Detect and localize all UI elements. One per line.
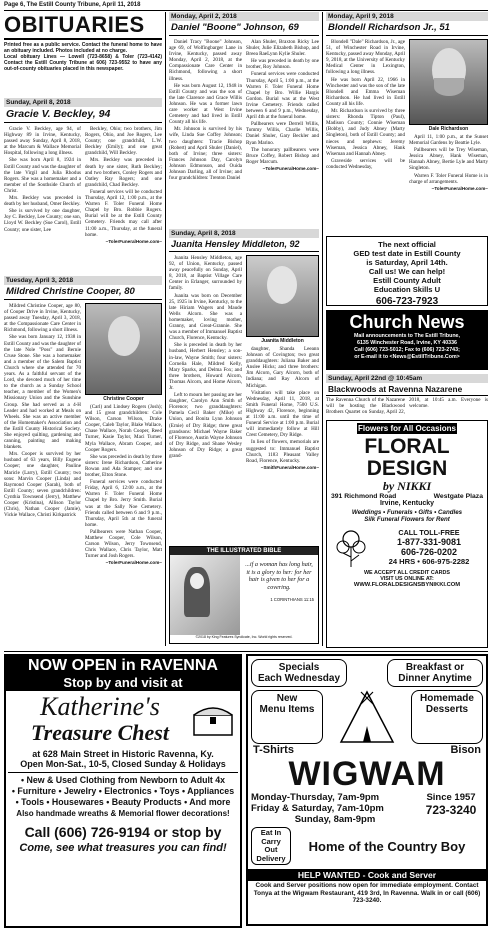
- obit-richardson: [326, 12, 488, 234]
- obit-johnson: [169, 12, 319, 227]
- teepee-icon: [335, 690, 399, 744]
- obit-column: [169, 39, 242, 182]
- floral-tollfree-label: CALL TOLL-FREE: [398, 528, 460, 537]
- wigwam-home: Home of the Country Boy: [308, 838, 466, 854]
- portrait-face-shape: [267, 266, 297, 304]
- wigwam-desserts: [411, 690, 483, 744]
- obit-paragraph: Juanita Hensley Middleton, age 92, of Union, Kentucky, passed away peacefully on Sunday, April 8, 2018, at Baptist Village Care Center in Erlanger, surrounded by family.: [169, 255, 242, 292]
- wigwam-bison: Bison: [450, 744, 481, 756]
- church-news-line: 6135 Winchester Road, Irvine, KY 40336: [357, 340, 457, 346]
- obit-paragraph: Daniel Tracy "Boone" Johnson, age 69, of Wolfingbarger Lane in Irvine, Kentucky, passed away Monday, April 2, 2018, at the Compassionate Care Center in Richmond, following a short illness.: [169, 39, 242, 82]
- obit-paragraph: Left to mourn her passing are her daughter, Carolyn Ann Smith of Florence; two granddaughters: Pamela Cecil Baker (Mike) of Union, and Bonita Lynn Johnson (Ernie) of Dry Ridge; three great grandsons: Michael Wayne Baker of Florence, Austin Wayne Johnson of Dry Ridge, and Shane Wesley Johnson of Dry Ridge; a great grand-: [169, 392, 242, 459]
- obit-paragraph: Pallbearers were Nathan Cooper, Matthew Cooper, Cole Wilson, Carson Wilson, Jerry Townsend, Chris Wallace, Chris Taylor, Matt Turner and Josh Rogers.: [85, 528, 162, 560]
- obit-photo: [409, 39, 488, 125]
- floral-tollfree: 1-877-331-9081: [396, 537, 462, 547]
- obit-column: [169, 255, 242, 471]
- obit-signature: ~SmithFuneralHome.com~: [260, 464, 319, 470]
- church-news-title: Church News: [349, 312, 465, 332]
- obit-paragraph: She is survived by one daughter, Joy C. Beckley, Lee County; one son, Lloyd W. Beckley (Sue Carol), Estill County; one sister, Lee: [4, 208, 81, 233]
- obit-paragraph: Mrs. Beckley was preceded in death by her husband, Omer Beckley.: [4, 195, 81, 208]
- church-news-line: or E-mail it to <News@EstillTribune.Com>: [354, 354, 460, 360]
- obit-paragraph: daughter, Shanda Leeann Johnson of Covington; two great granddaughters: Juliana Baker and Anslee Hicks; and three brothers: Jim Alcorn, Gary Alcorn, both of Indiana; and Ray Alcorn of Michigan.: [246, 346, 319, 389]
- church-item-title: Blackwoods at Ravenna Nazarene: [326, 383, 488, 396]
- obituaries-contacts: Local obituary Lines — Lowell (723-8658) & Toler (723-4142) Contact the Estill County Tribune at 606) 723-9552 to have any out-of-county obituaries placed in this newspaper.: [4, 54, 162, 73]
- church-item-date: Sunday, April 22nd @ 10:45am: [326, 374, 488, 383]
- katherine-address: at 628 Main Street in Historic Ravenna, Ky.: [32, 749, 214, 759]
- obit-cooper: [4, 276, 162, 646]
- wigwam-hours: Sunday, 8am-9pm: [294, 814, 376, 825]
- floral-address-left: 391 Richmond Road: [331, 493, 397, 500]
- obit-paragraph: She was born April 8, 1924 in Estill County and was the daughter of the late Virgil and Julia Rhodus Rogers. She was a homemaker and a member of the Southside Church of Christ.: [4, 157, 81, 194]
- obit-paragraph: Gracie V. Beckley, age 94, of Highway 89 in Irvine, Kentucky, passed away Sunday, April 8, 2018, at the Marcum & Wallace Memorial Hospital, following a long illness.: [4, 126, 81, 157]
- obit-date: Sunday, April 8, 2018: [4, 98, 162, 107]
- obit-paragraph: (Carl) and Lindsey Rogers (Josh); and 15 great grandchildren: Cole Wilson, Carson Wilson, Drake Cooper, Caleb Taylor, Blake Wallace, Chase Wallace, Norah Cooper, Reed Turner, Kasie Taylor, Maci Turner, Myla Wallace, Abram Cooper, and Cooper Rogers.: [85, 404, 162, 453]
- obit-paragraph: April 11, 1:00 p.m., at the Sunset Memorial Gardens by Beattie Lyle.: [409, 134, 488, 147]
- obit-paragraph: She was preceded in death by three sisters: Irene Richardson, Catherine Rowan and Ada Stamper; and one brother, Elton Stone.: [85, 453, 162, 479]
- wigwam-eat-line: Delivery: [256, 853, 286, 863]
- obit-signature: ~TolerFuneralHome.com~: [431, 185, 488, 191]
- wigwam-menu-line: Menu Items: [259, 704, 315, 715]
- wigwam-name: WIGWAM: [288, 755, 446, 793]
- obit-column: [85, 303, 162, 566]
- obit-date: Monday, April 9, 2018: [326, 12, 488, 21]
- treasure-chest-ad: [4, 654, 242, 928]
- floral-services: Weddings • Funerals • Gifts • Candles: [351, 509, 463, 516]
- obit-paragraph: Pallbearers were Derrell Willis, Tommy Willis, Charlie Willis, Daniel Shuler, Gary Beckler and Ryan Marino.: [246, 121, 319, 146]
- ged-line: GED test date in Estill County: [353, 249, 461, 258]
- ged-line: Education Skills U: [373, 285, 441, 294]
- photo-caption: Christine Cooper: [103, 396, 144, 402]
- church-news-line: Mail announcements to The Estill Tribune,: [354, 333, 460, 339]
- floral-cards: WE ACCEPT ALL CREDIT CARDS: [363, 570, 451, 576]
- wigwam-eat-in: [251, 827, 291, 865]
- obit-name: Daniel "Boone" Johnson, 69: [169, 21, 319, 36]
- wigwam-desserts-line: Homemade: [420, 693, 474, 704]
- katherine-item: • Tools • Housewares • Beauty Products • And more: [15, 797, 231, 807]
- obit-paragraph: Funeral services will be conducted Thursday, April 12, 1:00 p.m., at the Warren F. Toler Funeral Home Chapel by Bro. Robbie Rogers. Burial will be at the Estill County Cemetery. Friends may call after 11:00 a.m., Thursday, at the funeral home.: [85, 188, 162, 238]
- bible-reference: 1 CORINTHIANS 11:15: [270, 597, 314, 602]
- floral-address-right: Westgate Plaza: [433, 493, 483, 500]
- wigwam-hours: Monday-Thursday, 7am-9pm: [251, 792, 380, 803]
- wigwam-specials-line: Specials: [278, 662, 320, 673]
- obit-name: Mildred Christine Cooper, 80: [4, 285, 162, 300]
- obit-column: [409, 39, 488, 192]
- column-divider: [165, 12, 166, 646]
- wigwam-tshirts: T-Shirts: [253, 744, 294, 756]
- obituaries-banner: OBITUARIES: [4, 12, 162, 40]
- wigwam-help-body: Cook and Server positions now open for immediate employment. Contact Tonya at the Wigwam Restaurant, 419 3rd, In Ravenna. Walk in or call (606) 723-3240.: [253, 882, 481, 905]
- ged-phone: 606-723-7923: [375, 296, 439, 307]
- floral-city: Irvine, Kentucky: [379, 500, 435, 507]
- obit-paragraph: He was preceded in death by one brother, Roy Johnson.: [246, 58, 319, 71]
- portrait-face-shape: [108, 316, 140, 356]
- wigwam-specials: [251, 659, 347, 687]
- obit-paragraph: Funeral services were conducted Friday, April 6, 12:00 a.m., at the Warren F. Toler Funeral Home Chapel by Bro. Jerry Smith. Burial was at the Sally Noe Cemetery. Friends called between 6 and 9 p.m., Thursday, April 5th at the funeral home.: [85, 479, 162, 528]
- floral-visit: VISIT US ONLINE AT:: [380, 576, 434, 582]
- photo-caption: Dale Richardson: [428, 126, 469, 132]
- church-news-box: [326, 310, 488, 370]
- portrait-beard-shape: [434, 78, 464, 96]
- flower-icon: [331, 525, 371, 569]
- obit-column: [246, 39, 319, 182]
- church-item: [326, 374, 488, 418]
- obit-column: [4, 303, 81, 566]
- obit-paragraph: Mrs. Beckley was preceded in death by one sister, Ruth Beckley; and two brothers, Conley Rogers and Oatley Ray Rogers; and one grandchild, Chad Beckley.: [85, 157, 162, 188]
- obit-column: [4, 126, 81, 245]
- katherine-top: NOW OPEN in RAVENNA: [6, 656, 240, 675]
- obit-paragraph: Blondell "Dale" Richardson, Jr., age 51, of Winchester Road in Irvine, Kentucky, passed away Monday, April 9, 2018, at the University of Kentucky Medical Center in Lexington, following a long illness.: [326, 39, 405, 76]
- wigwam-specials-line: Each Wednesday: [257, 673, 341, 684]
- obit-name: Gracie V. Beckley, 94: [4, 107, 162, 123]
- ged-line: is Saturday, April 14th.: [366, 258, 448, 267]
- wigwam-ad: [246, 654, 488, 926]
- katherine-item: • Furniture • Jewelry • Electronics • Toys • Appliances: [11, 786, 235, 796]
- obit-paragraph: Mildred Christine Cooper, age 80, of Cooper Drive in Irvine, Kentucky, passed away Tuesday, April 3, 2018, at the Compassionate Care Center in Richmond, following a short illness.: [4, 303, 81, 334]
- obituaries-header: [4, 12, 162, 95]
- katherine-top2: Stop by and visit at: [6, 675, 240, 691]
- obit-date: Sunday, April 8, 2018: [169, 229, 319, 238]
- bible-banner: THE ILLUSTRATED BIBLE: [170, 547, 318, 555]
- floral-phone: 606-726-0202: [400, 547, 458, 557]
- obit-beckley: [4, 98, 162, 274]
- wigwam-menu: [251, 690, 323, 744]
- obit-photo: [85, 303, 162, 395]
- bible-illustration: [170, 555, 240, 635]
- obit-name: Blondell Richardson Jr., 51: [326, 21, 488, 36]
- obit-paragraph: Graveside services will be conducted Wednesday,: [326, 157, 405, 170]
- obit-signature: ~TolerFuneralHome.com~: [105, 560, 162, 566]
- wigwam-phone: 723-3240: [425, 803, 477, 817]
- obit-paragraph: She is preceded in death by her husband, Herbert Hensley; a son-in-law, Wayne Smith; four sisters: Cornelia Hale, Mildred Kelly, Mary Sparks, and Delma Fox; and three brothers, Howard Alcorn, Thomas Alcorn, and Home Alcorn, Jr.: [169, 342, 242, 391]
- obit-paragraph: Visitation will take place on Wednesday, April 11, 2018, at Smith Funeral Home, 7500 U.S. Highway 42, Florence, beginning at 11:00 a.m. until the time of Funeral Service at 1:00 p.m. Burial will immediately follow at Hill Crest Cemetery, Dry Ridge.: [246, 389, 319, 439]
- wigwam-eat-line: Carry Out: [261, 836, 281, 854]
- obit-column: [85, 126, 162, 245]
- ged-line: Estill County Adult: [373, 276, 441, 285]
- wigwam-help-title: HELP WANTED - Cook and Server: [248, 869, 486, 881]
- obit-paragraph: Mr. Richardson is survived by three sisters: Rhonda Tipton (Paul), Madison County; Connie Wiseman (Bobby), and Judy Abney (Marty Singleton), both of Estill County; and nieces and nephews: Jeremy Wiseman, Jessica Abney, Hank Wiseman and Hannah Abney.: [326, 108, 405, 157]
- floral-top: Flowers for All Occasions: [358, 424, 456, 433]
- column-divider: [322, 12, 323, 646]
- katherine-item: • New & Used Clothing from Newborn to Adult 4x: [20, 775, 226, 785]
- wigwam-breakfast-line: Breakfast or: [405, 662, 465, 673]
- floral-design-ad: [326, 420, 488, 648]
- katherine-item: Also handmade wreaths & Memorial flower decorations!: [16, 809, 230, 818]
- obit-paragraph: Juanita was born on December 25, 1925 in Irvine, Kentucky, to the late Hiriam Wagers and Maude Wells Alcorn. She was a homemaker, loving mother, Granny, and Great-Grannie. She was a member of Immanuel Baptist Church, Florence, Kentucky.: [169, 292, 242, 342]
- runner-rule: [4, 10, 488, 11]
- obit-paragraph: Warren F. Toler Funeral Home is in charge of arrangements.: [409, 172, 488, 185]
- obit-column: [246, 255, 319, 471]
- obit-paragraph: Pallbearers will be Trey Wiseman, Jessica Abney, Hank Wiseman, Hannah Abney, Bertie Lyle and Marty Singleton.: [409, 147, 488, 172]
- wigwam-desserts-line: Desserts: [425, 704, 469, 715]
- obit-paragraph: Funeral services were conducted Thursday, April 5, 1:00 p.m., at the Warren F. Toler Funeral Home Chapel by Bro. Willie Hargis Gordon. Burial was at the West Irvine Cemetery. Friends called between 6 and 9 p.m., Wednesday, April 4th at the funeral home.: [246, 71, 319, 121]
- obit-paragraph: Mr. Johnson is survived by his wife, Linda Sue Coffey Johnson; two daughters: Tracie Bishop (Robert) and April Shuler (Daniel), both of Irvine; three sisters: Frances Johnson Day, Carolyn Johnson Edmonson, and Ouida Johnson Darling, all of Irvine; and four grandchildren: Trenton Daniel: [169, 126, 242, 182]
- treasure-chest-icon: [190, 699, 236, 739]
- obit-paragraph: She was born January 12, 1938 in Estill County and was the daughter of the late Nole "Poss" and Bernie Cruse Stone. She was a homemaker and a member of the Salem Baptist Church where she attended for 70 years. As a faithful servant of the Lord, she devoted much of her time to the church as a Sunday School teacher, a member of the Women's Missionary Union and the Sunshine Group. She had served as a 4-H Leader and had worked at Meals on Wheels. She was an active member of the Homemaker's Association and the Estill County Historical Society. She enjoyed quilting, gardening and canning, painting and making blankets.: [4, 334, 81, 451]
- katherine-hours: Open Mon-Sat., 10-5, Closed Sunday & Holidays: [20, 759, 226, 769]
- katherine-call: Call (606) 726-9194 or stop by: [24, 824, 222, 840]
- photo-caption: Juanita Middleton: [261, 338, 304, 344]
- floral-services-2: Silk Funeral Flowers for Rent: [364, 516, 450, 523]
- obit-paragraph: In lieu of flowers, memorials are suggested to: Immanuel Baptist Church, 1183 Pleasant Valley Road, Florence, Kentucky.: [246, 439, 319, 464]
- obit-paragraph: Beckley, Ohio; two brothers, Jim Rogers, Ohio, and Joe Rogers, Lee County; one grandchild, L.W. Beckley (Emily); and one great grandchild, Will Beckley.: [85, 126, 162, 157]
- obit-name: Juanita Hensley Middleton, 92: [169, 238, 319, 252]
- section-divider: [4, 651, 488, 652]
- katherine-name: Katherine's: [40, 692, 160, 721]
- obituaries-intro: Printed free as a public service. Contact the funeral home to have an obituary included. Photos included at no charge.: [4, 42, 162, 55]
- church-news-line: Call (606) 723-5012; Fax to (606) 723-2743;: [354, 347, 460, 353]
- obit-paragraph: Mrs. Cooper is survived by her husband of 63 years, Billy Eugene Cooper; one daughter, Pauline Maricle (Larry), Estill County; two sons: Marvin Cooper (Linda) and Raymond Cooper (Sarah), both of Estill County; seven grandchildren: Cynthia Townsend (Jerry), Matthew Cooper (Kristina), Allison Taylor (Chris), Nathan Cooper (Jamie), Vickie Wallace, Christi Kirkpatrick: [4, 451, 81, 519]
- ged-line: Call us! We can help!: [368, 267, 446, 276]
- obit-paragraph: He was born April 22, 1966 in Winchester and was the son of the late Blondell and Emma Wiseman Richardson. He had lived in Estill County all his life.: [326, 76, 405, 107]
- wigwam-since: Since 1957: [426, 792, 476, 803]
- floral-web: WWW.FLORALDESIGNSBYNIKKI.COM: [353, 582, 461, 588]
- obit-signature: ~TolerFuneralHome.com~: [105, 238, 162, 244]
- wigwam-eat-line: Eat In: [260, 828, 282, 837]
- floral-name: FLORAL DESIGN: [364, 435, 450, 480]
- wigwam-breakfast-line: Dinner Anytime: [398, 673, 472, 684]
- obit-column: [326, 39, 405, 192]
- floral-hours: 24 HRS • 606-975-2282: [388, 557, 470, 566]
- floral-by: by NIKKI: [382, 479, 432, 493]
- figure-face-shape: [190, 573, 204, 589]
- illustrated-bible-panel: [169, 546, 319, 644]
- obit-photo: [246, 255, 319, 337]
- bible-quote: ...if a woman has long hair, it is a glory to her: for her hair is given to her for a covering.: [245, 561, 313, 591]
- wigwam-hours: Friday & Saturday, 7am-10pm: [251, 803, 384, 814]
- obit-date: Tuesday, April 3, 2018: [4, 276, 162, 285]
- obit-date: Monday, April 2, 2018: [169, 12, 319, 21]
- katherine-tagline: Come, see what treasures you can find!: [19, 842, 227, 854]
- obit-paragraph: Alan Shuler, Braxton Ricky Lee Shuler, Julie Elizabeth Bishop, and Breea RaeLynn Kylie Shuler.: [246, 39, 319, 58]
- obit-signature: ~TolerFuneralHome.com~: [262, 165, 319, 171]
- wigwam-breakfast: [387, 659, 483, 687]
- katherine-name-2: Treasure Chest: [31, 720, 169, 745]
- wigwam-menu-line: New: [276, 693, 298, 704]
- page-runner: Page 6, The Estill County Tribune, April 11, 2018: [4, 2, 141, 8]
- obit-paragraph: The honorary pallbearers were Bruce Coffey, Robert Bishop and Roger Marcum.: [246, 146, 319, 165]
- church-item-body: The Ravenna Church of the Nazarene will be hosting the Blackwood Brothers Quartet on Sunday, April 22, 2018, at 10:45 a.m. Everyone is welcome.: [326, 397, 488, 416]
- ged-line: The next official: [378, 240, 436, 249]
- obit-paragraph: He was born August 12, 1948 in Estill County and was the son of the late Clarence and Grace Willis Johnson. He was a former lawn care worker at West Irvine Cemetery and had lived in Estill County all his life.: [169, 82, 242, 126]
- bible-credit: ©2018 by King Features Syndicate, Inc. World rights reserved.: [195, 635, 293, 639]
